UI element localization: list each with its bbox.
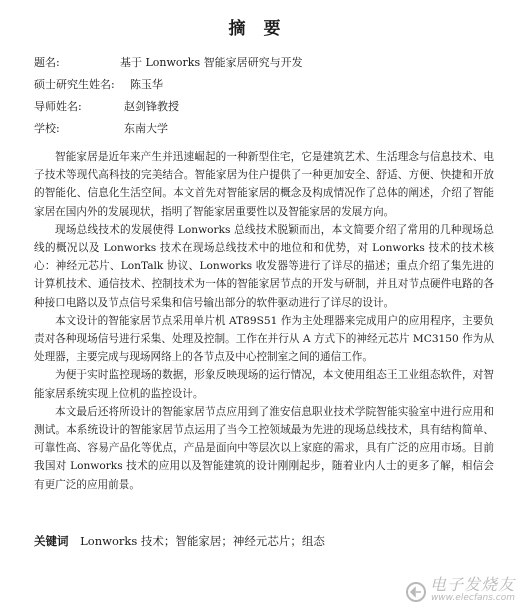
- meta-row-student: [34, 74, 303, 96]
- watermark: [405, 572, 515, 603]
- abstract-paragraph: 智能家居是近年来产生并迅速崛起的一种新型住宅，它是建筑艺术、生活理念与信息技术、电子技术等现代高科技的完美结合。智能家居为住户提供了一种更加安全、舒适、方便、快捷和开放的智能化、信息化生活空间。本文首先对智能家居的概念及构成情况作了总体的阐述，介绍了智能家居在国内外的发展现状，指明了智能家居重要性以及智能家居的发展方向。: [34, 151, 494, 218]
- watermark-text: [430, 572, 515, 603]
- keywords-value: Lonworks 技术；智能家居；神经元芯片；组态: [80, 534, 325, 548]
- watermark-url: www.elecfans.com: [430, 593, 515, 603]
- meta-label: 硕士研究生姓名:: [34, 78, 115, 91]
- meta-value: 基于 Lonworks 智能家居研究与开发: [120, 56, 303, 69]
- meta-label: 学校:: [34, 122, 60, 135]
- keywords-line: [34, 533, 325, 549]
- meta-value: 赵剑锋教授: [124, 100, 179, 113]
- meta-row-title: [34, 52, 303, 74]
- meta-value: 陈玉华: [130, 78, 163, 91]
- abstract-body: [34, 148, 494, 494]
- meta-label: 导师姓名:: [34, 100, 82, 113]
- watermark-main: 电子发烧友: [429, 575, 515, 594]
- abstract-paragraph: 本文最后还将所设计的智能家居节点应用到了淮安信息职业技术学院智能实验室中进行应用和测试。本系统设计的智能家居节点运用了当今工控领域最为先进的现场总线技术，具有结构简单、可靠性高、容易产品化等优点，产品是面向中等层次以上家庭的需求，具有广泛的应用市场。目前我国对 Lonworks 技术的应用以及智能建筑的设计刚刚起步，随着业内人士的更多了解，相信会有更广泛的应用前景。: [34, 405, 494, 491]
- meta-row-school: [34, 118, 303, 140]
- elecfans-logo-icon: [405, 581, 427, 603]
- meta-row-advisor: [34, 96, 303, 118]
- abstract-paragraph: 本文设计的智能家居节点采用单片机 AT89S51 作为主处理器来完成用户的应用程序，主要负责对各种现场信号进行采集、处理及控制。工作在并行从 A 方式下的神经元芯片 MC3150 作为从处理器，主要完成与现场网络上的各节点及中心控制室之间的通信工作。: [34, 314, 494, 364]
- keywords-label: 关键词: [34, 534, 69, 548]
- meta-label: 题名:: [34, 56, 60, 69]
- thesis-metadata: [34, 52, 303, 140]
- abstract-paragraph: 为便于实时监控现场的数据，形象反映现场的运行情况，本文使用组态王工业组态软件，对智能家居系统实现上位机的监控设计。: [34, 369, 494, 400]
- meta-value: 东南大学: [124, 122, 168, 135]
- abstract-paragraph: 现场总线技术的发展使得 Lonworks 总线技术脱颖而出，本文简要介绍了常用的几种现场总线的概况以及 Lonworks 技术在现场总线技术中的地位和和优势，对 Lonworks 技术的技术核心：神经元芯片、LonTalk 协议、Lonworks 收发器等进行了详尽的描述；重点介绍了集先进的计算机技术、通信技术、控制技术为一体的智能家居节点的开发与研制，并且对节点硬件电路的各种接口电路以及节点信号采集和信号输出部分的软件驱动进行了详尽的设计。: [34, 223, 494, 309]
- abstract-title: 摘要: [228, 19, 299, 39]
